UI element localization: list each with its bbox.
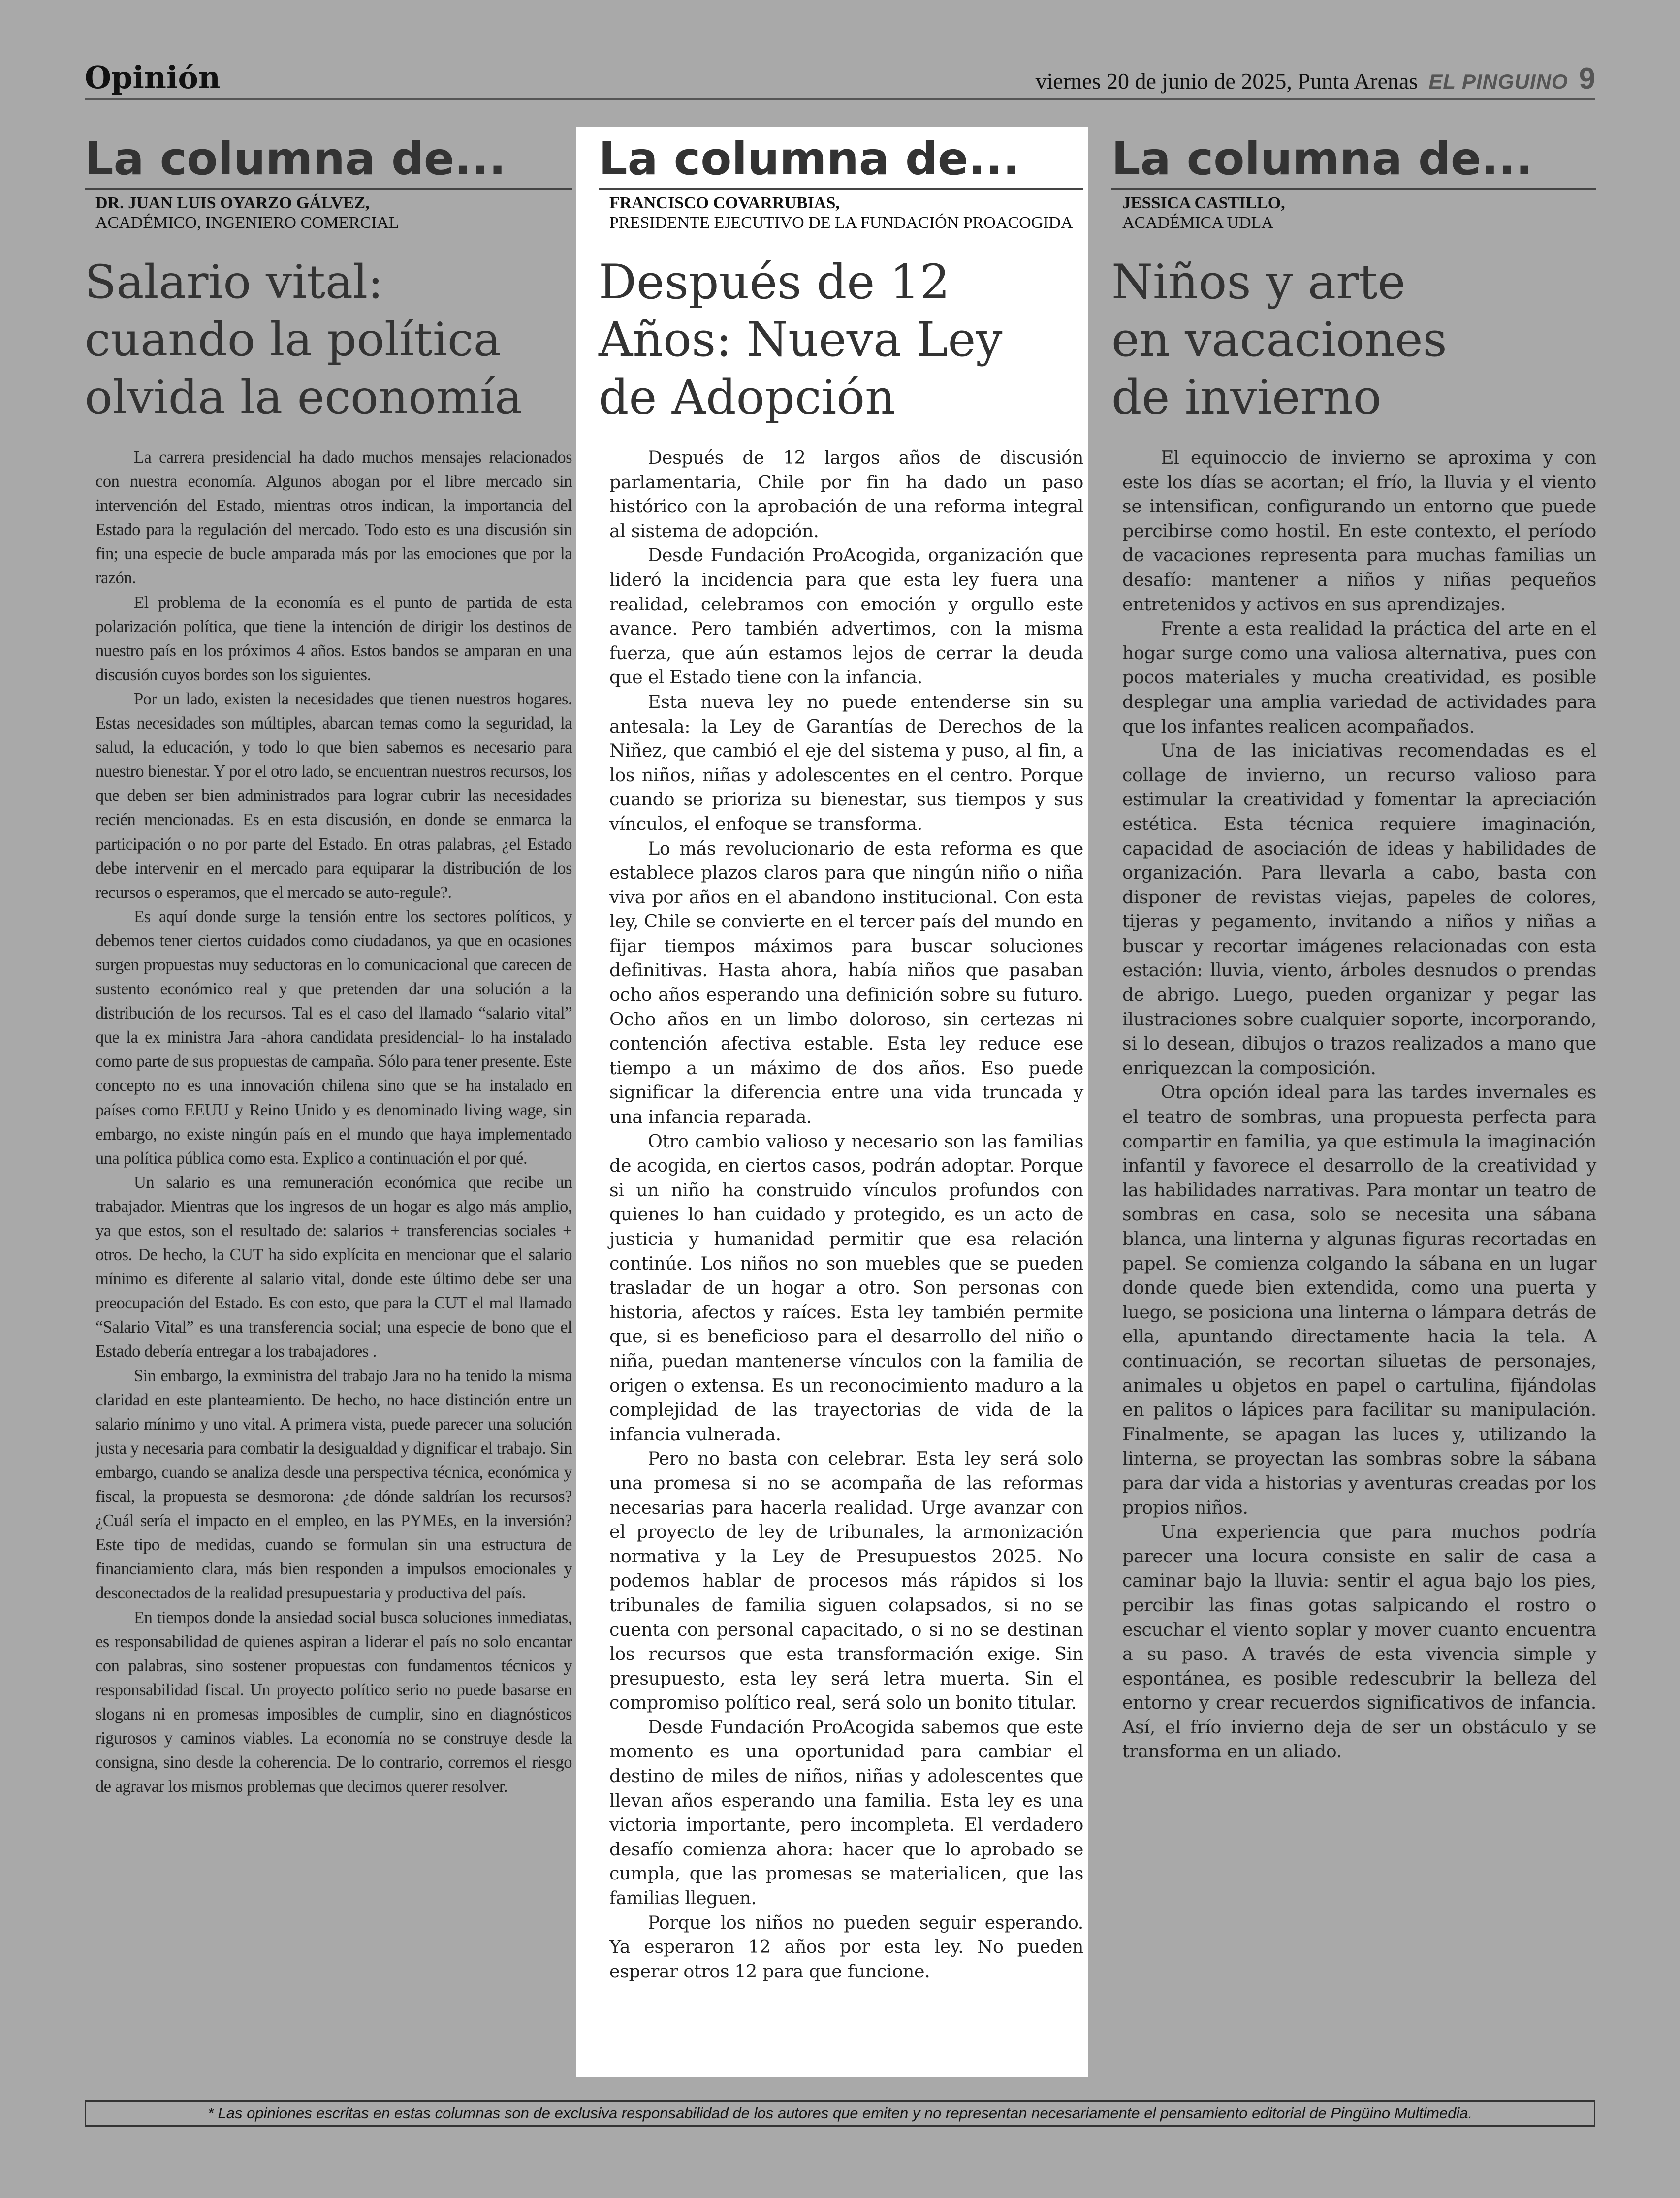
page-header [85,59,1595,100]
column-kicker: La columna de... [599,132,1083,190]
body-paragraph: El equinoccio de invierno se aproxima y con este los días se acortan; el frío, la lluvia y el viento se intensifican, configurando un entorno que puede percibirse como hostil. En este contexto, el período de vacaciones representa para muchas familias un desafío: mantener a niños y niñas pequeños entretenidos y activos en sus aprendizajes. [1122,447,1596,615]
author-role: ACADÉMICA UDLA [1122,214,1273,232]
body-paragraph: Por un lado, existen la necesidades que tienen nuestros hogares. Estas necesidades son múltiples, abarcan temas como la seguridad, la salud, la educación, y todo lo que bien sabemos es necesario para nuestro bienestar. Y por el otro lado, se encuentran nuestros recursos, los que deben ser bien administrados para lograr cubrir las necesidades recién mencionadas. Es en esta discusión, en donde se enmarca la participación o no por parte del Estado. En otras palabras, ¿el Estado debe intervenir en el mercado para equiparar la distribución de los recursos o esperamos, que el mercado se auto-regule?. [95,689,572,902]
article-body [85,446,572,1799]
body-paragraph: El problema de la economía es el punto de partida de esta polarización política, que tiene la intención de dirigir los destinos de nuestro país en los próximos 4 años. Estos bandos se amparan en una discusión cuyos bordes son los siguientes. [95,593,572,684]
body-paragraph: Después de 12 largos años de discusión parlamentaria, Chile por fin ha dado un paso histórico con la aprobación de una reforma integral al sistema de adopción. [609,447,1083,542]
body-paragraph: En tiempos donde la ansiedad social busca soluciones inmediatas, es responsabilidad de quienes aspiran a liderar el país no solo encantar con palabras, sino sostener propuestas con fundamentos técnicos y responsabilidad fiscal. Un proyecto político serio no puede basarse en slogans ni en promesas imposibles de cumplir, sino en diagnósticos rigurosos y caminos viables. La economía no se construye desde la consigna, sino desde la coherencia. De lo contrario, corremos el riesgo de agravar los mismos problemas que decimos querer resolver. [95,1608,572,1796]
body-paragraph: Pero no basta con celebrar. Esta ley será solo una promesa si no se acompaña de las reformas necesarias para hacerla realidad. Urge avanzar con el proyecto de ley de tribunales, la armonización normativa y la Ley de Presupuestos 2025. No podemos hablar de procesos más rápidos si los tribunales de familia siguen colapsados, si no se cuenta con personal capacitado, o si no se destinan los recursos que esta transformación exige. Sin presupuesto, esta ley será letra muerta. Sin el compromiso político real, será solo un bonito titular. [609,1448,1083,1714]
header-right [1036,62,1595,96]
author-name: FRANCISCO COVARRUBIAS, [609,194,840,212]
body-paragraph: La carrera presidencial ha dado muchos mensajes relacionados con nuestra economía. Algunos abogan por el libre mercado sin intervención del Estado, mientras otros indican, la importancia del Estado para la regulación del mercado. Todo esto es una discusión sin fin; una especie de bucle amparada más por las emociones que por la razón. [95,448,572,588]
body-paragraph: Es aquí donde surge la tensión entre los sectores políticos, y debemos tener ciertos cuidados como ciudadanos, ya que en ocasiones surgen propuestas muy seductoras en lo comunicacional que carecen de sustento económico real y que pretenden dar una solución a la distribución de los recursos. Tal es el caso del llamado “salario vital” que la ex ministra Jara -ahora candidata presidencial- lo ha instalado como parte de sus propuestas de campaña. Sólo para tener presente. Este concepto no es una innovación chilena sino que se ha instalado en países como EEUU y Reino Unido y es denominado living wage, sin embargo, no existe ningún país en el mundo que haya implementado una política pública como esta. Explico a continuación el por qué. [95,907,572,1168]
column-kicker: La columna de... [85,132,572,190]
byline [85,193,572,233]
section-label: Opinión [85,60,221,96]
article-title [85,254,572,446]
body-paragraph: Una de las iniciativas recomendadas es el collage de invierno, un recurso valioso para estimular la creatividad y fomentar la apreciación estética. Esta técnica requiere imaginación, capacidad de asociación de ideas y habilidades de organización. Para llevarla a cabo, basta con disponer de revistas viejas, papeles de colores, tijeras y pegamento, invitando a niños y niñas a buscar y recortar imágenes relacionadas con esta estación: lluvia, viento, árboles desnudos o prendas de abrigo. Luego, pueden organizar y pegar las ilustraciones sobre cualquier soporte, incorporando, si lo desean, dibujos o trazos realizados a mano que enriquezcan la composición. [1122,740,1596,1079]
body-paragraph: Otro cambio valioso y necesario son las familias de acogida, en ciertos casos, podrán adoptar. Porque si un niño ha construido vínculos profundos con quienes lo han cuidado y protegido, es un acto de justicia y humanidad permitir que esa relación continúe. Los niños no son muebles que se pueden trasladar de un hogar a otro. Son personas con historia, afectos y raíces. Esta ley también permite que, si es beneficioso para el desarrollo del niño o niña, puedan mantenerse vínculos con la familia de origen o extensa. Es un reconocimiento maduro a la complejidad de las trayectorias de vida de la infancia vulnerada. [609,1130,1083,1445]
title-line: de Adopción [599,370,895,425]
article-title [1111,254,1596,446]
title-line: Niños y arte [1111,255,1406,310]
body-paragraph: Desde Fundación ProAcogida sabemos que este momento es una oportunidad para cambiar el destino de miles de niños, niñas y adolescentes que llevan años esperando una familia. Esta ley es una victoria importante, pero incompleta. El verdadero desafío comienza ahora: hacer que lo aprobado se cumpla, que las promesas se materialicen, que las familias lleguen. [609,1716,1083,1909]
disclaimer-box: * Las opiniones escritas en estas columnas son de exclusiva responsabilidad de los autores que emiten y no representan necesariamente el pensamiento editorial de Pingüino Multimedia. [85,2100,1595,2127]
body-paragraph: Desde Fundación ProAcogida, organización que lideró la incidencia para que esta ley fuera una realidad, celebramos con emoción y orgullo este avance. Pero también advertimos, con la misma fuerza, que aún estamos lejos de cerrar la deuda que el Estado tiene con la infancia. [609,544,1083,688]
column-castillo [1111,132,1596,1764]
article-body [1111,446,1596,1764]
author-name: JESSICA CASTILLO, [1122,194,1285,212]
article-body [599,446,1083,1983]
column-covarrubias [599,132,1083,1983]
title-line: Después de 12 [599,255,950,310]
column-oyarzo [85,132,572,1799]
body-paragraph: Porque los niños no pueden seguir esperando. Ya esperaron 12 años por esta ley. No pueden esperar otros 12 para que funcione. [609,1911,1083,1982]
byline [599,193,1083,233]
issue-date: viernes 20 de junio de 2025, Punta Arenas [1035,68,1418,94]
author-name: DR. JUAN LUIS OYARZO GÁLVEZ, [95,194,370,212]
title-line: en vacaciones [1111,312,1447,367]
author-role: ACADÉMICO, INGENIERO COMERCIAL [95,214,399,232]
column-kicker: La columna de... [1111,132,1596,190]
body-paragraph: Lo más revolucionario de esta reforma es que establece plazos claros para que ningún niño o niña viva por años en el abandono institucional. Con esta ley, Chile se convierte en el tercer país del mundo en fijar tiempos máximos para buscar soluciones definitivas. Hasta ahora, había niños que pasaban ocho años esperando una definición sobre su futuro. Ocho años en un limbo doloroso, sin certezas ni contención afectiva estable. Esta ley reduce ese tiempo a un máximo de dos años. Eso puede significar la diferencia entre una vida truncada y una infancia reparada. [609,837,1083,1128]
body-paragraph: Sin embargo, la exministra del trabajo Jara no ha tenido la misma claridad en este planteamiento. De hecho, no hace distinción entre un salario mínimo y uno vital. A primera vista, puede parecer una solución justa y necesaria para combatir la desigualdad y dignificar el trabajo. Sin embargo, cuando se analiza desde una perspectiva técnica, económica y fiscal, la propuesta se desmorona: ¿de dónde saldrían los recursos? ¿Cuál sería el impacto en el empleo, en las PYMEs, en la inversión? Este tipo de medidas, cuando se formulan sin una estructura de financiamiento clara, más bien responden a impulsos emocionales y desconectados de la realidad presupuestaria y productiva del país. [95,1366,572,1603]
byline [1111,193,1596,233]
body-paragraph: Otra opción ideal para las tardes invernales es el teatro de sombras, una propuesta perfecta para compartir en familia, ya que estimula la imaginación infantil y favorece el desarrollo de la creatividad y las habilidades narrativas. Para montar un teatro de sombras en casa, solo se necesita una sábana blanca, una linterna y algunas figuras recortadas en papel. Se comienza colgando la sábana en un lugar donde quede bien extendida, como una puerta y luego, se posiciona una linterna o lámpara detrás de ella, apuntando directamente hacia la tela. A continuación, se recortan siluetas de personajes, animales u objetos en papel o cartulina, fijándolas en palitos o lápices para facilitar su manipulación. Finalmente, se apagan las luces y, utilizando la linterna, se proyectan las sombras sobre la sábana para dar vida a historias y aventuras creadas por los propios niños. [1122,1082,1596,1518]
title-line: Salario vital: [85,255,383,309]
page-number: 9 [1579,62,1595,95]
body-paragraph: Esta nueva ley no puede entenderse sin su antesala: la Ley de Garantías de Derechos de la Niñez, que cambió el eje del sistema y puso, al fin, a los niños, niñas y adolescentes en el centro. Porque cuando se prioriza su bienestar, sus tiempos y sus vínculos, el enfoque se transforma. [609,691,1083,834]
title-line: de invierno [1111,370,1382,425]
title-line: olvida la economía [85,371,523,424]
body-paragraph: Frente a esta realidad la práctica del arte en el hogar surge como una valiosa alternativa, pues con pocos materiales y mucha creatividad, es posible desplegar una amplia variedad de actividades para que los infantes realicen acompañados. [1122,618,1596,737]
title-line: Años: Nueva Ley [599,312,1003,367]
newspaper-logo: EL PINGUINO [1428,70,1568,93]
title-line: cuando la política [85,313,501,367]
body-paragraph: Un salario es una remuneración económica que recibe un trabajador. Mientras que los ingresos de un hogar es algo más amplio, ya que estos, son el resultado de: salarios + transferencias sociales + otros. De hecho, la CUT ha sido explícita en mencionar que el salario mínimo es diferente al salario vital, donde este último debe ser una preocupación del Estado. Es con esto, que para la CUT el mal llamado “Salario Vital” es una transferencia social; una especie de bono que el Estado debería entregar a los trabajadores . [95,1173,572,1361]
body-paragraph: Una experiencia que para muchos podría parecer una locura consiste en salir de casa a caminar bajo la lluvia: sentir el agua bajo los pies, percibir las finas gotas salpicando el rostro o escuchar el viento soplar y mover cuanto encuentra a su paso. A través de esta vivencia simple y espontánea, es posible redescubrir la belleza del entorno y crear recuerdos significativos de infancia. Así, el frío invierno deja de ser un obstáculo y se transforma en un aliado. [1122,1521,1596,1762]
author-role: PRESIDENTE EJECUTIVO DE LA FUNDACIÓN PROACOGIDA [609,214,1073,232]
article-title [599,254,1083,446]
